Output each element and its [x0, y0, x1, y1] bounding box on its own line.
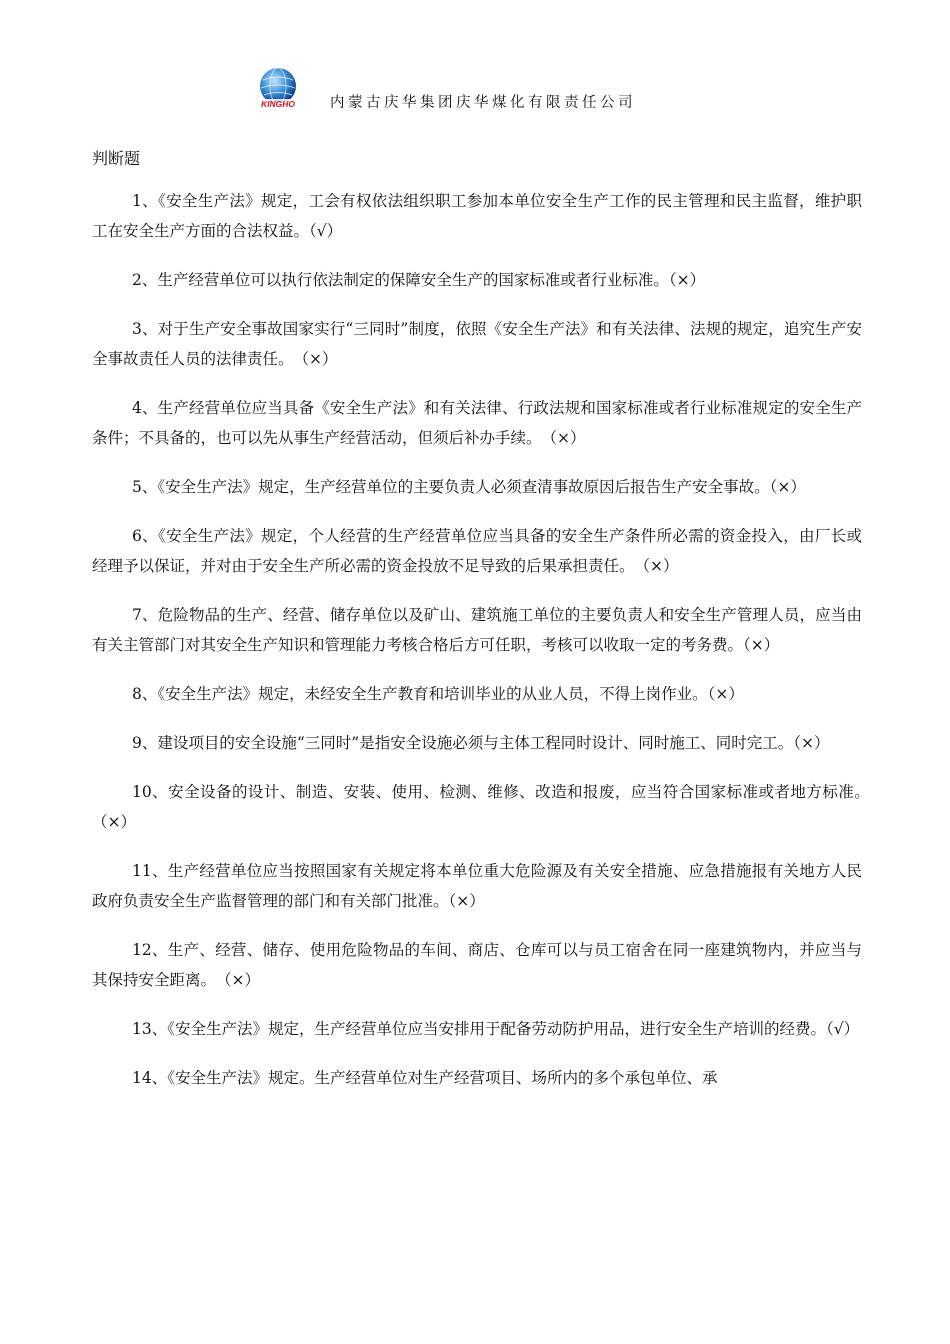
question-item: 8、《安全生产法》规定，未经安全生产教育和培训毕业的从业人员，不得上岗作业。（×） [132, 685, 744, 703]
document-header [0, 60, 950, 120]
question-item: 6、《安全生产法》规定，个人经营的生产经营单位应当具备的安全生产条件所必需的资金投入，由厂长或经理予以保证，并对由于安全生产所必需的资金投放不足导致的后果承担责任。 （×） [92, 527, 862, 575]
question-item: 4、生产经营单位应当具备《安全生产法》和有关法律、行政法规和国家标准或者行业标准规定的安全生产条件；不具备的，也可以先从事生产经营活动，但须后补办手续。 （×） [92, 399, 862, 447]
svg-text:KINGHO: KINGHO [261, 99, 295, 109]
question-item: 9、建设项目的安全设施“三同时”是指安全设施必须与主体工程同时设计、同时施工、同时完工。（×） [132, 734, 830, 752]
question-item: 7、危险物品的生产、经营、储存单位以及矿山、建筑施工单位的主要负责人和安全生产管理人员，应当由有关主管部门对其安全生产知识和管理能力考核合格后方可任职，考核可以收取一定的考务费。（×） [92, 606, 862, 654]
company-name: 内蒙古庆华集团庆华煤化有限责任公司 [330, 95, 636, 111]
question-item: 12、生产、经营、储存、使用危险物品的车间、商店、仓库可以与员工宿舍在同一座建筑物内，并应当与其保持安全距离。 （×） [92, 941, 862, 989]
company-logo [254, 66, 302, 110]
question-item: 10、安全设备的设计、制造、安装、使用、检测、维修、改造和报废，应当符合国家标准或者地方标准。 （×） [92, 783, 878, 831]
question-item: 14、《安全生产法》规定。生产经营单位对生产经营项目、场所内的多个承包单位、承 [132, 1069, 718, 1087]
question-item: 11、生产经营单位应当按照国家有关规定将本单位重大危险源及有关安全措施、应急措施报有关地方人民政府负责安全生产监督管理的部门和有关部门批准。（×） [92, 862, 862, 910]
question-list [92, 186, 878, 1112]
question-item: 13、《安全生产法》规定，生产经营单位应当安排用于配备劳动防护用品，进行安全生产培训的经费。（√） [132, 1020, 860, 1038]
globe-logo-icon [254, 66, 302, 110]
question-item: 5、《安全生产法》规定，生产经营单位的主要负责人必须查清事故原因后报告生产安全事故。（×） [132, 478, 806, 496]
question-item: 2、生产经营单位可以执行依法制定的保障安全生产的国家标准或者行业标准。（×） [132, 271, 706, 289]
section-title: 判断题 [92, 149, 141, 168]
question-item: 3、对于生产安全事故国家实行“三同时”制度，依照《安全生产法》和有关法律、法规的规定，追究生产安全事故责任人员的法律责任。 （×） [92, 320, 862, 368]
question-item: 1、《安全生产法》规定，工会有权依法组织职工参加本单位安全生产工作的民主管理和民主监督，维护职工在安全生产方面的合法权益。（√） [92, 192, 862, 240]
